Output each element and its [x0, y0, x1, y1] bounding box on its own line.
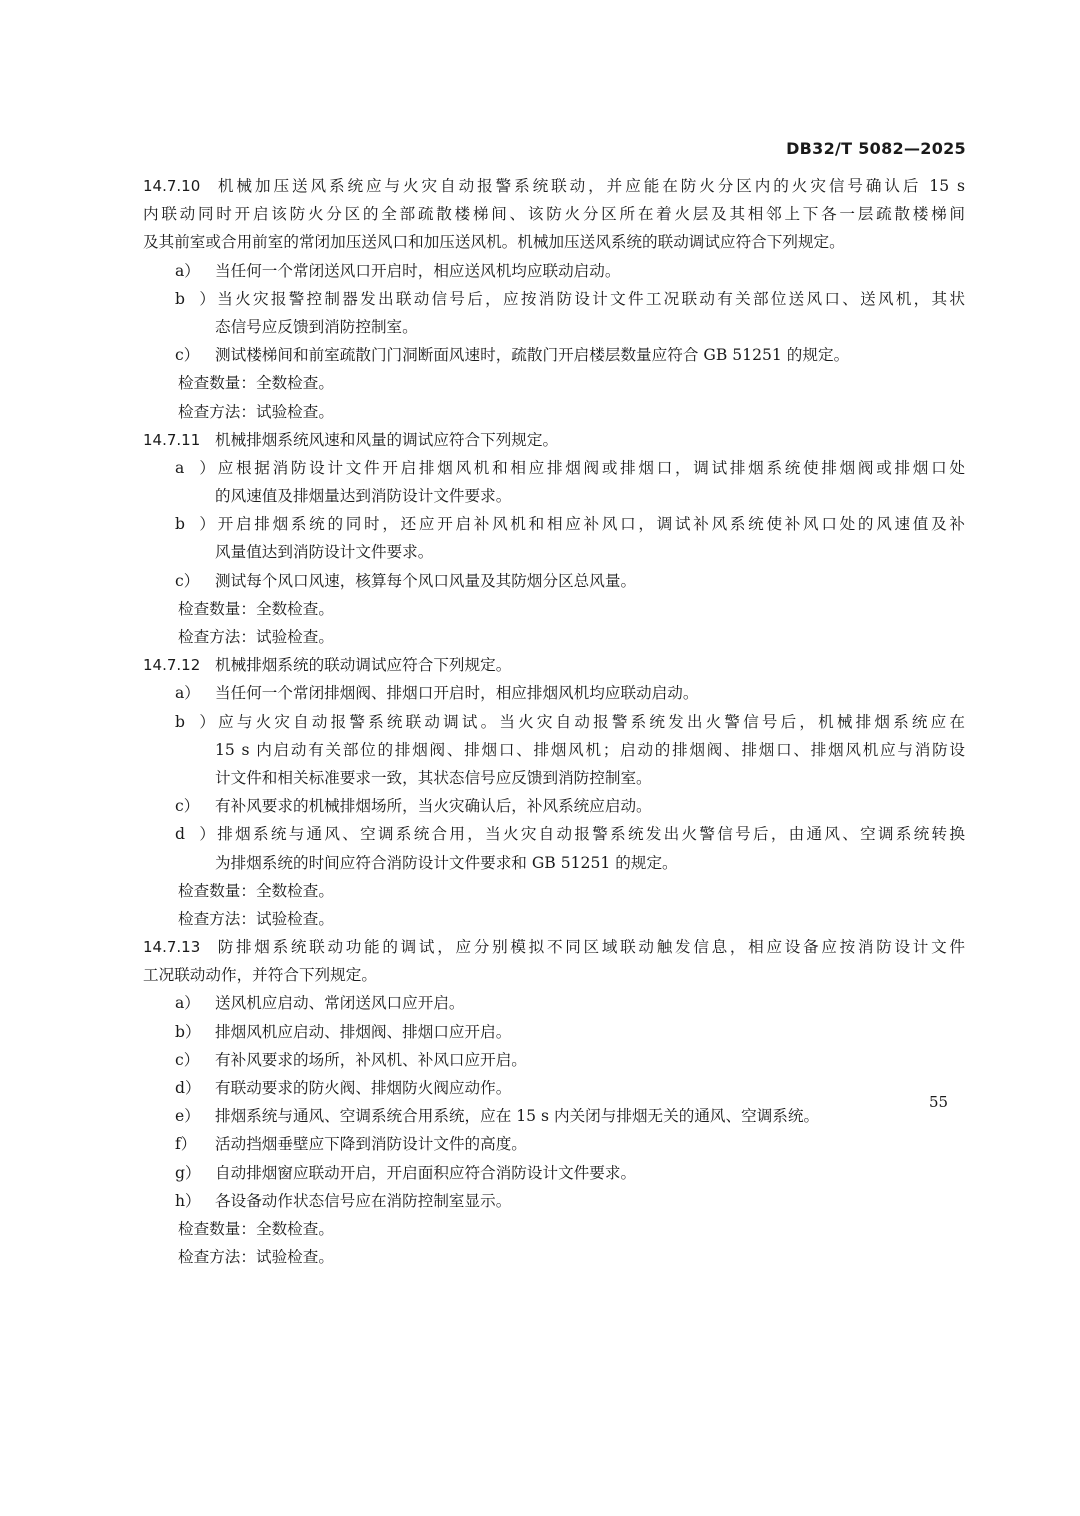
item-text: 开启排烟系统的同时，还应开启补风机和相应补风口，调试补风系统使补风口处的风速值及补: [215, 515, 965, 534]
check-method: 检查方法：试验检查。: [178, 402, 334, 421]
clause-line: 及其前室或合用前室的常闭加压送风口和加压送风机。机械加压送风系统的联动调试应符合下列规定。: [143, 233, 845, 252]
clause-14-7-12: [143, 651, 965, 933]
check-quantity: 检查数量：全数检查。: [178, 599, 334, 618]
clause-number: 14.7.11: [143, 430, 201, 449]
item-text: 排烟风机应启动、排烟阀、排烟口应开启。: [215, 1022, 512, 1041]
item-label: f）: [175, 1135, 197, 1154]
item-text: 各设备动作状态信号应在消防控制室显示。: [215, 1191, 512, 1210]
list-item: [143, 454, 965, 482]
clause-line: 工况联动动作，并符合下列规定。: [143, 966, 377, 985]
item-continuation: 态信号应反馈到消防控制室。: [215, 317, 418, 336]
list-item: [143, 1187, 965, 1215]
item-text: 排烟系统与通风、空调系统合用，当火灾自动报警系统发出火警信号后，由通风、空调系统转换: [215, 825, 965, 844]
item-continuation: 15 s 内启动有关部位的排烟阀、排烟口、排烟风机；启动的排烟阀、排烟口、排烟风机应与消防设: [215, 740, 965, 759]
item-continuation: 的风速值及排烟量达到消防设计文件要求。: [215, 487, 512, 506]
item-label: h）: [175, 1191, 201, 1210]
item-label: e）: [175, 1107, 200, 1126]
clause-text: 机械排烟系统的联动调试应符合下列规定。: [215, 656, 512, 675]
item-label: a）: [175, 684, 200, 703]
list-item: [143, 1102, 965, 1130]
page-number: 55: [929, 1093, 949, 1111]
item-text: 测试每个风口风速，核算每个风口风量及其防烟分区总风量。: [215, 571, 637, 590]
item-label: g）: [175, 1163, 201, 1182]
clause-text: 防排烟系统联动功能的调试，应分别模拟不同区域联动触发信息，相应设备应按消防设计文件: [215, 938, 965, 957]
clause-number: 14.7.13: [143, 938, 201, 957]
clause-14-7-10: [143, 172, 965, 426]
item-text: 当火灾报警控制器发出联动信号后，应按消防设计文件工况联动有关部位送风口、送风机，其状: [215, 289, 965, 308]
clause-14-7-13: [143, 933, 965, 1271]
clause-line: 内联动同时开启该防火分区的全部疏散楼梯间、该防火分区所在着火层及其相邻上下各一层疏散楼梯间: [143, 205, 965, 224]
item-label: b）: [175, 289, 215, 308]
item-label: d）: [175, 1079, 201, 1097]
list-item: [143, 1130, 965, 1158]
list-item: [143, 1159, 965, 1187]
item-text: 排烟系统与通风、空调系统合用系统，应在 15 s 内关闭与排烟无关的通风、空调系统。: [215, 1107, 820, 1126]
list-item: [143, 510, 965, 538]
list-item: [143, 285, 965, 313]
clause-text: 机械排烟系统风速和风量的调试应符合下列规定。: [215, 430, 559, 449]
item-label: a）: [175, 994, 200, 1013]
document-code: DB32/T 5082—2025: [786, 139, 966, 158]
item-label: b）: [175, 1022, 201, 1041]
list-item: [143, 820, 965, 848]
list-item: [143, 1074, 965, 1102]
clause-line: [143, 172, 965, 200]
list-item: [143, 1046, 965, 1074]
item-text: 当任何一个常闭送风口开启时，相应送风机均应联动启动。: [215, 261, 621, 280]
clause-line: [143, 933, 965, 961]
clause-number: 14.7.12: [143, 656, 201, 675]
list-item: [143, 989, 965, 1017]
item-label: c）: [175, 571, 200, 590]
item-text: 自动排烟窗应联动开启，开启面积应符合消防设计文件要求。: [215, 1163, 637, 1182]
item-label: d）: [175, 825, 215, 844]
item-continuation: 风量值达到消防设计文件要求。: [215, 543, 434, 562]
item-text: 应根据消防设计文件开启排烟风机和相应排烟阀或排烟口，调试排烟系统使排烟阀或排烟口处: [215, 458, 965, 477]
clause-text: 机械加压送风系统应与火灾自动报警系统联动，并应能在防火分区内的火灾信号确认后 15 s: [215, 177, 965, 195]
list-item: [143, 792, 965, 820]
check-quantity: 检查数量：全数检查。: [178, 1219, 334, 1238]
page-content: [143, 172, 965, 1271]
list-item: [143, 341, 965, 369]
check-quantity: 检查数量：全数检查。: [178, 374, 334, 393]
clause-number: 14.7.10: [143, 177, 201, 195]
clause-line: [143, 651, 965, 679]
item-label: c）: [175, 797, 200, 816]
list-item: [143, 708, 965, 736]
item-label: b）: [175, 712, 215, 731]
item-text: 测试楼梯间和前室疏散门门洞断面风速时，疏散门开启楼层数量应符合 GB 51251 的规定。: [215, 346, 850, 365]
item-text: 送风机应启动、常闭送风口应开启。: [215, 994, 465, 1013]
list-item: [143, 257, 965, 285]
check-method: 检查方法：试验检查。: [178, 1248, 334, 1267]
check-method: 检查方法：试验检查。: [178, 909, 334, 928]
check-method: 检查方法：试验检查。: [178, 628, 334, 646]
item-text: 活动挡烟垂壁应下降到消防设计文件的高度。: [215, 1135, 527, 1154]
clause-line: [143, 426, 965, 454]
item-label: a）: [175, 458, 215, 477]
item-label: c）: [175, 346, 200, 365]
item-label: a）: [175, 261, 200, 280]
list-item: [143, 567, 965, 595]
item-text: 当任何一个常闭排烟阀、排烟口开启时，相应排烟风机均应联动启动。: [215, 684, 699, 703]
item-continuation: 计文件和相关标准要求一致，其状态信号应反馈到消防控制室。: [215, 768, 652, 787]
item-text: 有联动要求的防火阀、排烟防火阀应动作。: [215, 1079, 512, 1097]
item-label: b）: [175, 515, 215, 534]
clause-14-7-11: [143, 426, 965, 652]
list-item: [143, 1018, 965, 1046]
item-text: 应与火灾自动报警系统联动调试。当火灾自动报警系统发出火警信号后，机械排烟系统应在: [215, 712, 965, 731]
check-quantity: 检查数量：全数检查。: [178, 881, 334, 900]
list-item: [143, 679, 965, 707]
item-text: 有补风要求的场所，补风机、补风口应开启。: [215, 1050, 527, 1069]
item-text: 有补风要求的机械排烟场所，当火灾确认后，补风系统应启动。: [215, 797, 652, 816]
item-label: c）: [175, 1050, 200, 1069]
item-continuation: 为排烟系统的时间应符合消防设计文件要求和 GB 51251 的规定。: [215, 853, 678, 872]
